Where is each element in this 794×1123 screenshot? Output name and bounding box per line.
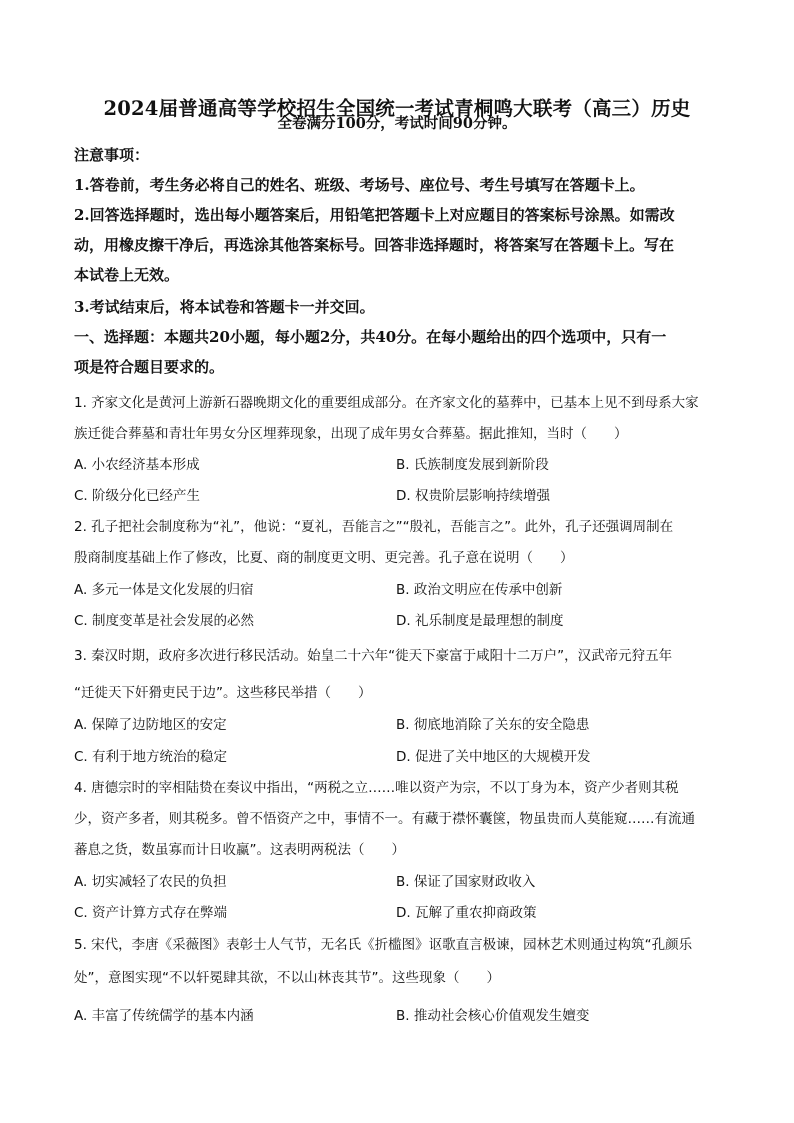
question-3-option-a: A. 保障了边防地区的安定 (74, 717, 227, 733)
notes-line: 1.答卷前，考生务必将自己的姓名、班级、考场号、座位号、考生号填写在答题卡上。 (74, 176, 645, 194)
question-4-option-a: A. 切实减轻了农民的负担 (74, 874, 227, 890)
question-2-option-a: A. 多元一体是文化发展的归宿 (74, 582, 254, 598)
notes-heading: 注意事项： (74, 146, 150, 164)
question-5-text: 5. 宋代，李唐《采薇图》表彰士人气节，无名氏《折槛图》讴歌直言极谏，园林艺术则通过构筑“孔颜乐 (74, 937, 693, 953)
question-2-option-c: C. 制度变革是社会发展的必然 (74, 613, 255, 629)
question-1-option-a: A. 小农经济基本形成 (74, 457, 200, 473)
page-title: 2024届普通高等学校招生全国统一考试青桐鸣大联考（高三）历史 (103, 97, 691, 120)
question-3-option-c: C. 有利于地方统治的稳定 (74, 749, 228, 765)
question-3-option-b: B. 彻底地消除了关东的安全隐患 (396, 717, 590, 733)
question-2-text: 殷商制度基础上作了修改，比夏、商的制度更文明、更完善。孔子意在说明（ ） (74, 550, 574, 566)
question-4-text: 少，资产多者，则其税多。曾不悟资产之中，事情不一。有藏于襟怀囊箧，物虽贵而人莫能窥……有流通 (74, 811, 695, 827)
question-3-text: 3. 秦汉时期，政府多次进行移民活动。始皇二十六年“徙天下豪富于咸阳十二万户”，汉武帝元狩五年 (74, 648, 673, 664)
question-4-option-c: C. 资产计算方式存在弊端 (74, 905, 228, 921)
section-heading: 一、选择题：本题共20小题，每小题2分，共40分。在每小题给出的四个选项中，只有一 (74, 328, 667, 346)
page-subtitle: 全卷满分100分，考试时间90分钟。 (277, 115, 517, 132)
question-4-option-d: D. 瓦解了重农抑商政策 (396, 905, 537, 921)
question-4-text: 4. 唐德宗时的宰相陆贽在奏议中指出，“两税之立……唯以资产为宗，不以丁身为本，资产少者则其税 (74, 780, 679, 796)
question-5-option-b: B. 推动社会核心价值观发生嬗变 (396, 1008, 590, 1024)
question-5-option-a: A. 丰富了传统儒学的基本内涵 (74, 1008, 254, 1024)
question-1-option-d: D. 权贵阶层影响持续增强 (396, 488, 550, 504)
question-1-text: 族迁徙合葬墓和青壮年男女分区埋葬现象，出现了成年男女合葬墓。据此推知，当时（ ） (74, 426, 628, 442)
question-1-text: 1. 齐家文化是黄河上游新石器晚期文化的重要组成部分。在齐家文化的墓葬中，已基本上见不到母系大家 (74, 395, 699, 411)
question-3-option-d: D. 促进了关中地区的大规模开发 (396, 749, 591, 765)
question-4-text: 蕃息之货，数虽寡而计日收赢”。这表明两税法（ ） (74, 842, 405, 858)
question-5-text: 处”，意图实现“不以轩冕肆其欲，不以山林丧其节”。这些现象（ ） (74, 970, 500, 986)
notes-line: 2.回答选择题时，选出每小题答案后，用铅笔把答题卡上对应题目的答案标号涂黑。如需改 (74, 206, 675, 224)
question-1-option-b: B. 氏族制度发展到新阶段 (396, 457, 549, 473)
question-2-option-d: D. 礼乐制度是最理想的制度 (396, 613, 564, 629)
section-heading: 项是符合题目要求的。 (74, 358, 225, 376)
question-3-text: “迁徙天下奸猾吏民于边”。这些移民举措（ ） (74, 685, 372, 701)
question-1-option-c: C. 阶级分化已经产生 (74, 488, 201, 504)
notes-line: 本试卷上无效。 (74, 266, 180, 284)
question-2-text: 2. 孔子把社会制度称为“礼”，他说：“夏礼，吾能言之”“殷礼，吾能言之”。此外，孔子还强调周制在 (74, 519, 674, 535)
notes-line: 动，用橡皮擦干净后，再选涂其他答案标号。回答非选择题时，将答案写在答题卡上。写在 (74, 236, 675, 254)
notes-line: 3.考试结束后，将本试卷和答题卡一并交回。 (74, 298, 375, 316)
question-4-option-b: B. 保证了国家财政收入 (396, 874, 536, 890)
question-2-option-b: B. 政治文明应在传承中创新 (396, 582, 563, 598)
